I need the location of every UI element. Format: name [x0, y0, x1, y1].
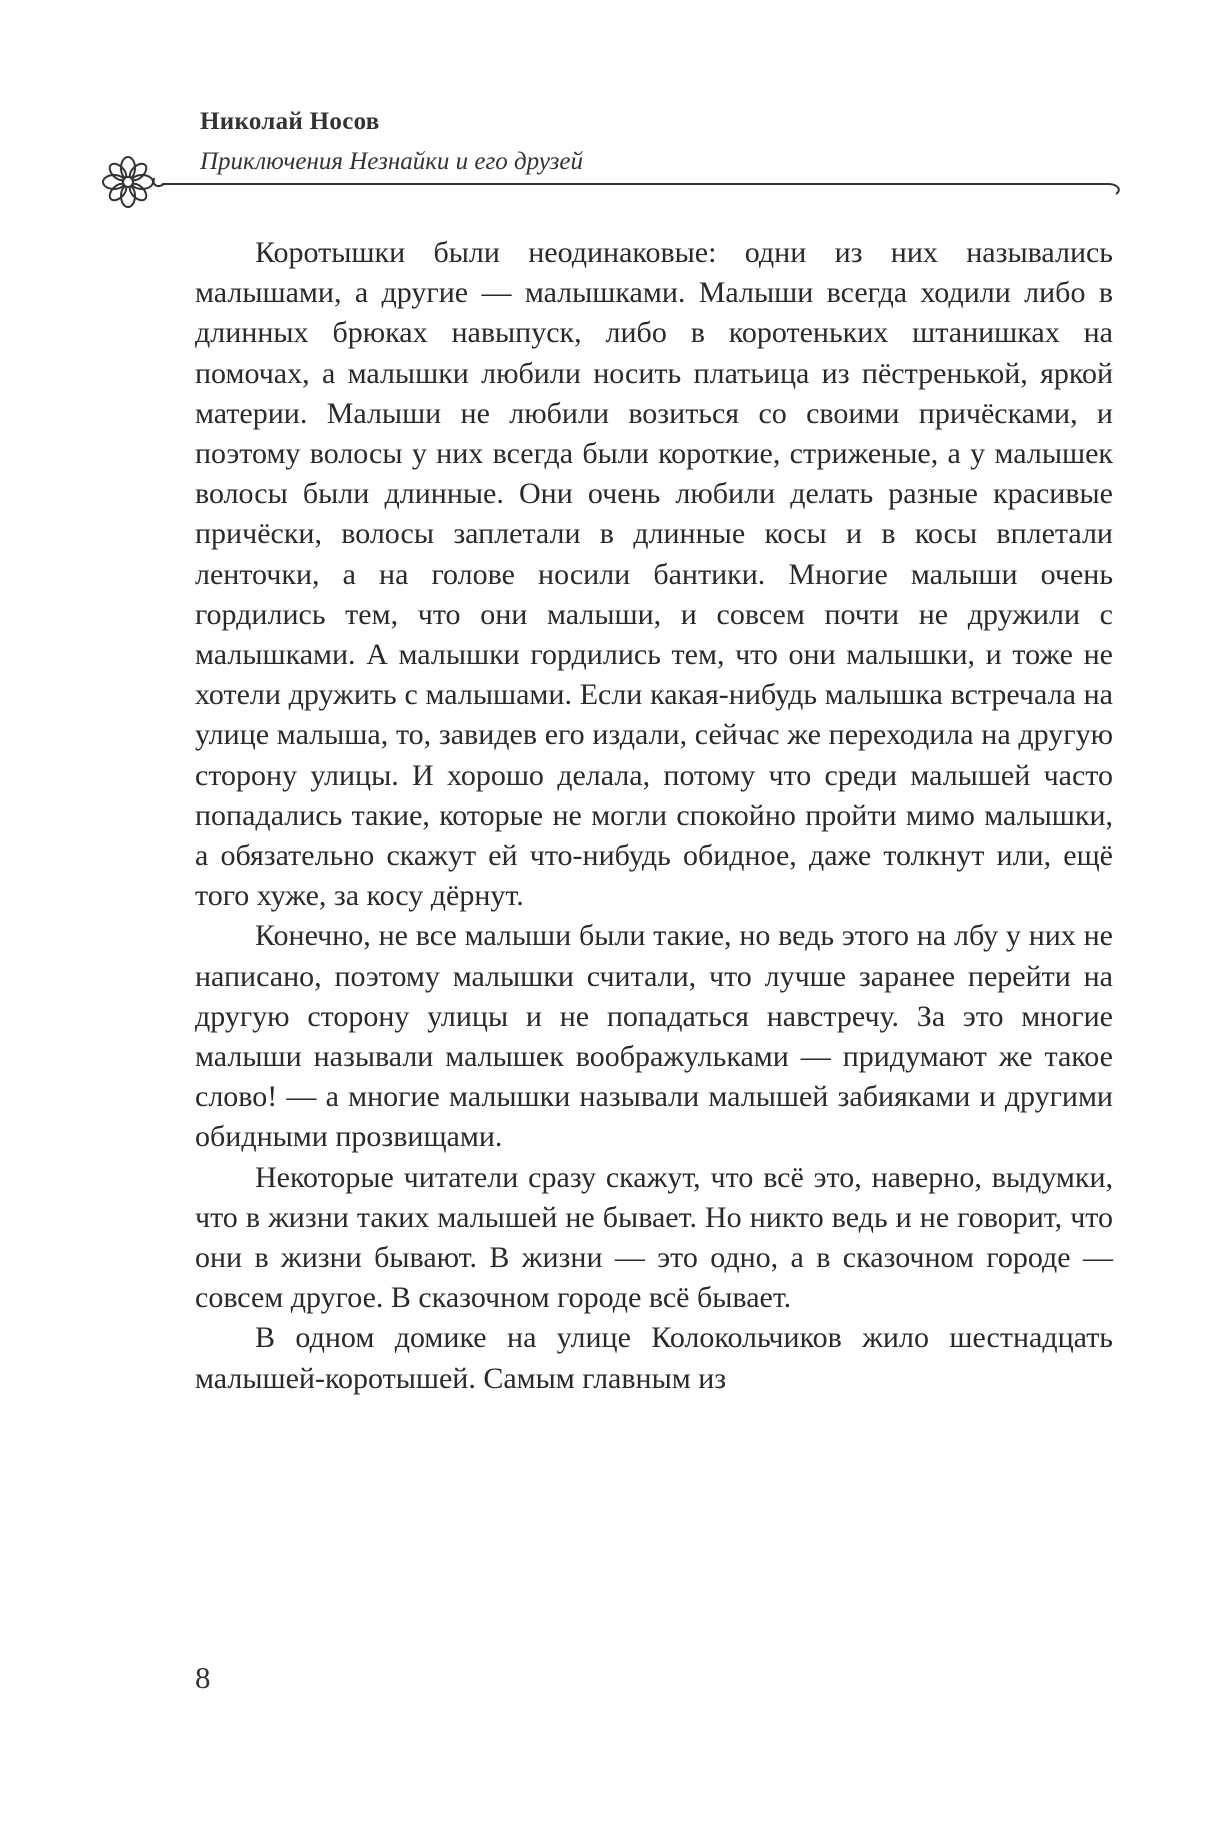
header-divider-rule — [150, 172, 1130, 212]
book-title: Приключения Незнайки и его друзей — [200, 148, 583, 175]
flower-ornament-icon — [100, 154, 156, 210]
page-body — [195, 233, 1113, 1399]
paragraph-1: Коротышки были неодинаковые: одни из них назывались малышами, а другие — малышками. Малыши всегда ходили либо в длинных брюках навыпуск, либо в коротеньких штанишках на помочах, а малышки любили носить платьица из пёстренькой, яркой материи. Малыши не любили возиться со своими причёсками, и поэтому волосы у них всегда были короткие, стриженые, а у малышек волосы были длинные. Они очень любили делать разные красивые причёски, волосы заплетали в длинные косы и в косы вплетали ленточки, а на голове носили бантики. Многие малыши очень гордились тем, что они малыши, и совсем почти не дружили с малышками. А малышки гордились тем, что они малышки, и тоже не хотели дружить с малышами. Если какая-нибудь малышка встречала на улице малыша, то, завидев его издали, сейчас же переходила на другую сторону улицы. И хорошо делала, потому что среди малышей часто попадались такие, которые не могли спокойно пройти мимо малышки, а обязательно скажут ей что-нибудь обидное, даже толкнут или, ещё того хуже, за косу дёрнут. — [195, 236, 1113, 913]
author-name: Николай Носов — [200, 108, 380, 135]
paragraph-3: Некоторые читатели сразу скажут, что всё это, наверно, выдумки, что в жизни таких малышей не бывает. Но никто ведь и не говорит, что они в жизни бывают. В жизни — это одно, а в сказочном городе — совсем другое. В сказочном городе всё бывает. — [195, 1160, 1113, 1315]
page-number: 8 — [195, 1660, 211, 1695]
paragraph-2: Конечно, не все малыши были такие, но ведь этого на лбу у них не написано, поэтому малышки считали, что лучше заранее перейти на другую сторону улицы и не попадаться навстречу. За это многие малыши называли малышек воображульками — придумают же такое слово! — а многие малышки называли малышей забияками и другими обидными прозвищами. — [195, 919, 1113, 1154]
running-header — [0, 0, 1214, 220]
paragraph-4: В одном домике на улице Колокольчиков жило шестнадцать малышей-коротышей. Самым главным из — [195, 1321, 1113, 1395]
